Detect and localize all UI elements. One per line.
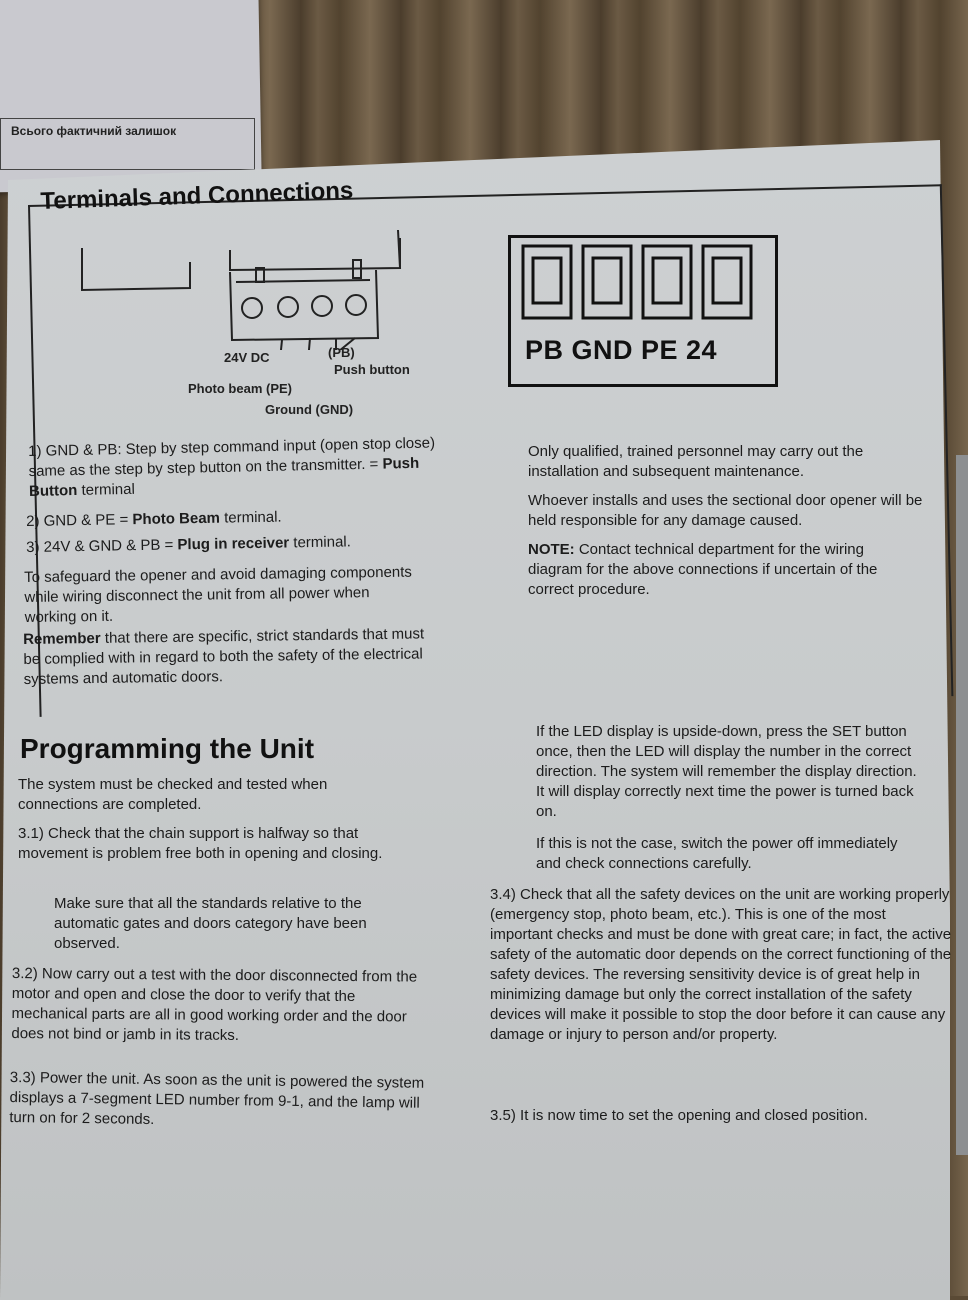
connector-terminals-icon [520, 243, 760, 323]
diagram-label-24vdc: 24V DC [224, 350, 270, 365]
qualified-personnel-paragraph: Only qualified, trained personnel may carry out the installation and subsequent maintenance. [528, 443, 864, 480]
terminal-item-2: 2) GND & PE = Photo Beam terminal. [26, 508, 282, 530]
step-3-4: 3.4) Check that all the safety devices on the unit are working properly (emergency stop, photo beam, etc.). This is one of the most important checks and must be done with great care; in fact, the active safety of the automatic door depends on the correct functioning of the safety devices. The reversing sensitivity device is of great help in minimizing damage but only the correct installation of the safety devices will make it possible to stop the door before it can cause any damage or injury to person and/or property. [490, 886, 952, 1043]
step-3-5: 3.5) It is now time to set the opening and closed position. [490, 1107, 868, 1124]
diagram-label-push-button: Push button [334, 362, 410, 377]
terminals-title: Terminals and Connections [40, 177, 354, 215]
diagram-label-photo-beam: Photo beam (PE) [188, 381, 293, 396]
programming-title: Programming the Unit [20, 733, 315, 764]
responsibility-paragraph: Whoever installs and uses the sectional door opener will be held responsible for any damage caused. [528, 492, 923, 529]
terminal-item-3: 3) 24V & GND & PB = Plug in receiver terminal. [26, 533, 351, 556]
connector-labels: PB GND PE 24 [525, 335, 718, 365]
programming-intro: The system must be checked and tested when connections are completed. [18, 776, 328, 813]
led-upside-down-paragraph: If the LED display is upside-down, press the SET button once, then the LED will display the number in the correct direction. The system will remember the display direction. It will display correctly next time the power is turned back on. [536, 723, 917, 820]
step-3-2: 3.2) Now carry out a test with the door disconnected from the motor and open and close the door to verify that the mechanical parts are all in good working order and the door does not bind or jamb in its tracks. [11, 964, 418, 1044]
diagram-label-pb: (PB) [328, 345, 355, 360]
safeguard-paragraph: To safeguard the opener and avoid damaging components while wiring disconnect the unit from all power when working on it. [24, 563, 412, 626]
page-edge [956, 455, 968, 1155]
remember-paragraph: Remember that there are specific, strict standards that must be complied with in regard to both the safety of the electrical systems and automatic doors. [23, 625, 425, 688]
step-3-3: 3.3) Power the unit. As soon as the unit is powered the system displays a 7-segment LED number from 9-1, and the lamp will turn on for 2 seconds. [9, 1068, 425, 1129]
note-paragraph: NOTE: Contact technical department for the wiring diagram for the above connections if uncertain of the correct procedure. [528, 541, 878, 598]
step-3-1: 3.1) Check that the chain support is halfway so that movement is problem free both in opening and closing. [18, 825, 383, 862]
terminal-block-diagram [70, 220, 430, 350]
diagram-label-ground: Ground (GND) [265, 402, 354, 417]
terminal-item-1: 1) GND & PB: Step by step command input (open stop close) same as the step by step button on the transmitter. = Push Button terminal [28, 434, 436, 500]
step-3-1-standards: Make sure that all the standards relative to the automatic gates and doors category have been observed. [54, 895, 367, 952]
background-paper-cell: Всього фактичний залишок [0, 118, 255, 170]
power-off-paragraph: If this is not the case, switch the power off immediately and check connections carefully. [536, 835, 898, 872]
